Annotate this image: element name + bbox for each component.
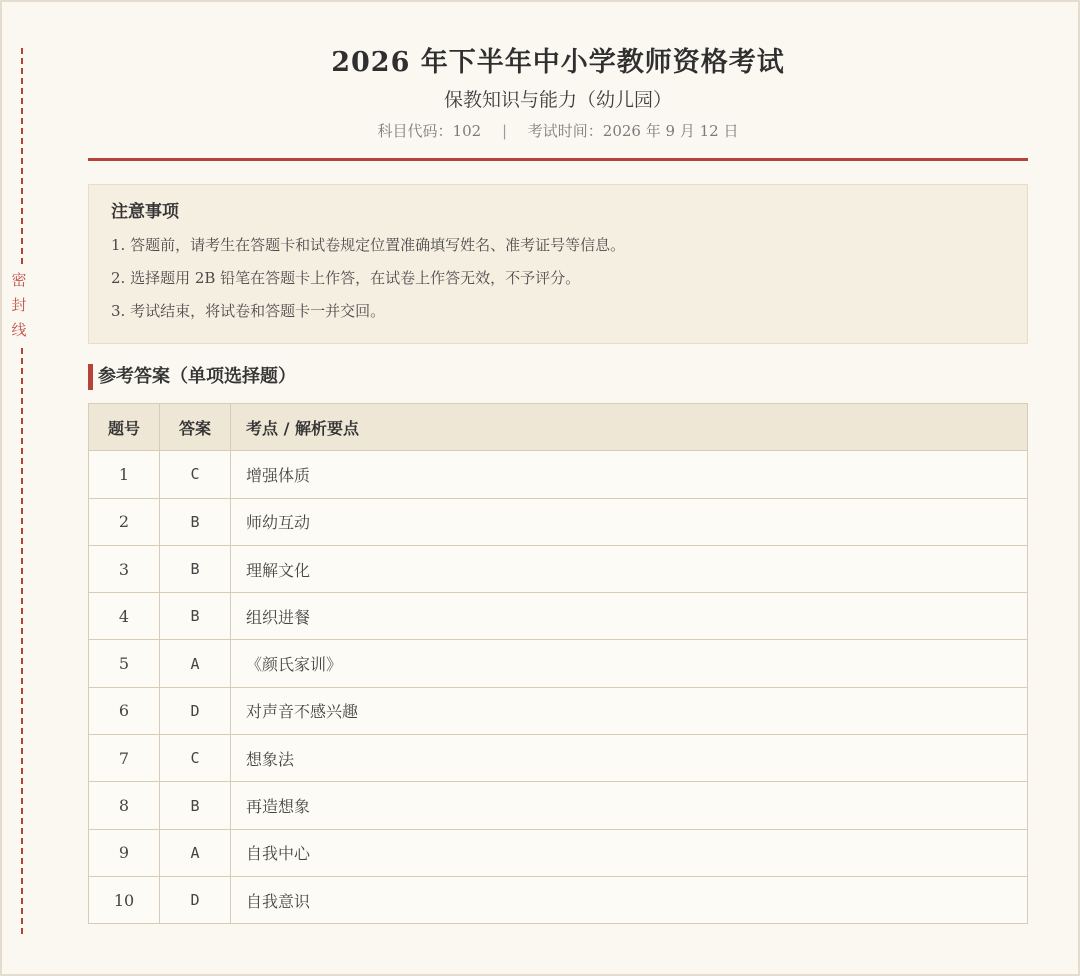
subject-title: 保教知识与能力（幼儿园） <box>443 89 672 111</box>
seal-char: 密 <box>11 271 27 289</box>
answer-letter: B <box>160 545 231 592</box>
answer-letter: C <box>160 735 231 782</box>
seal-char: 封 <box>11 296 27 314</box>
question-number: 8 <box>89 782 160 829</box>
answer-letter: B <box>160 782 231 829</box>
answer-letter: C <box>160 451 231 498</box>
key-point: 师幼互动 <box>231 498 1028 545</box>
column-header-point: 考点 / 解析要点 <box>231 404 1028 451</box>
answer-letter: A <box>160 640 231 687</box>
question-number: 3 <box>89 545 160 592</box>
question-number: 1 <box>89 451 160 498</box>
column-header-number: 题号 <box>89 404 160 451</box>
question-number: 2 <box>89 498 160 545</box>
table-row <box>89 687 1028 734</box>
key-point: 对声音不感兴趣 <box>231 687 1028 734</box>
notice-item: 2. 选择题用 2B 铅笔在答题卡上作答，在试卷上作答无效，不予评分。 <box>111 269 581 287</box>
meta-separator: | <box>501 122 508 140</box>
question-number: 5 <box>89 640 160 687</box>
table-row <box>89 640 1028 687</box>
key-point: 自我意识 <box>231 876 1028 923</box>
notice-box <box>88 184 1028 344</box>
answer-letter: D <box>160 687 231 734</box>
header-divider <box>88 158 1028 161</box>
key-point: 增强体质 <box>231 451 1028 498</box>
notice-item: 1. 答题前，请考生在答题卡和试卷规定位置准确填写姓名、准考证号等信息。 <box>111 236 626 254</box>
key-point: 再造想象 <box>231 782 1028 829</box>
section-title: 参考答案（单项选择题） <box>88 364 296 390</box>
question-number: 6 <box>89 687 160 734</box>
question-number: 4 <box>89 593 160 640</box>
exam-meta <box>88 120 1028 142</box>
seal-char: 线 <box>11 321 27 339</box>
exam-header <box>88 44 1028 142</box>
answer-table <box>88 403 1028 924</box>
table-row <box>89 829 1028 876</box>
table-row <box>89 545 1028 592</box>
key-point: 《颜氏家训》 <box>231 640 1028 687</box>
answer-letter: A <box>160 829 231 876</box>
answer-letter: D <box>160 876 231 923</box>
answer-letter: B <box>160 498 231 545</box>
subject-code: 科目代码：102 <box>377 122 482 140</box>
seal-line-label <box>9 264 29 347</box>
table-row <box>89 782 1028 829</box>
notice-item: 3. 考试结束，将试卷和答题卡一并交回。 <box>111 302 386 320</box>
question-number: 7 <box>89 735 160 782</box>
table-row <box>89 876 1028 923</box>
table-row <box>89 593 1028 640</box>
page-title: 2026 年下半年中小学教师资格考试 <box>331 47 785 78</box>
notice-title: 注意事项 <box>111 202 179 222</box>
key-point: 理解文化 <box>231 545 1028 592</box>
question-number: 10 <box>89 876 160 923</box>
table-header-row <box>89 404 1028 451</box>
exam-date: 考试时间：2026 年 9 月 12 日 <box>527 122 739 140</box>
table-row <box>89 498 1028 545</box>
answer-letter: B <box>160 593 231 640</box>
key-point: 想象法 <box>231 735 1028 782</box>
key-point: 组织进餐 <box>231 593 1028 640</box>
key-point: 自我中心 <box>231 829 1028 876</box>
question-number: 9 <box>89 829 160 876</box>
table-row <box>89 451 1028 498</box>
column-header-answer: 答案 <box>160 404 231 451</box>
table-row <box>89 735 1028 782</box>
seal-dashed-line <box>21 48 23 934</box>
